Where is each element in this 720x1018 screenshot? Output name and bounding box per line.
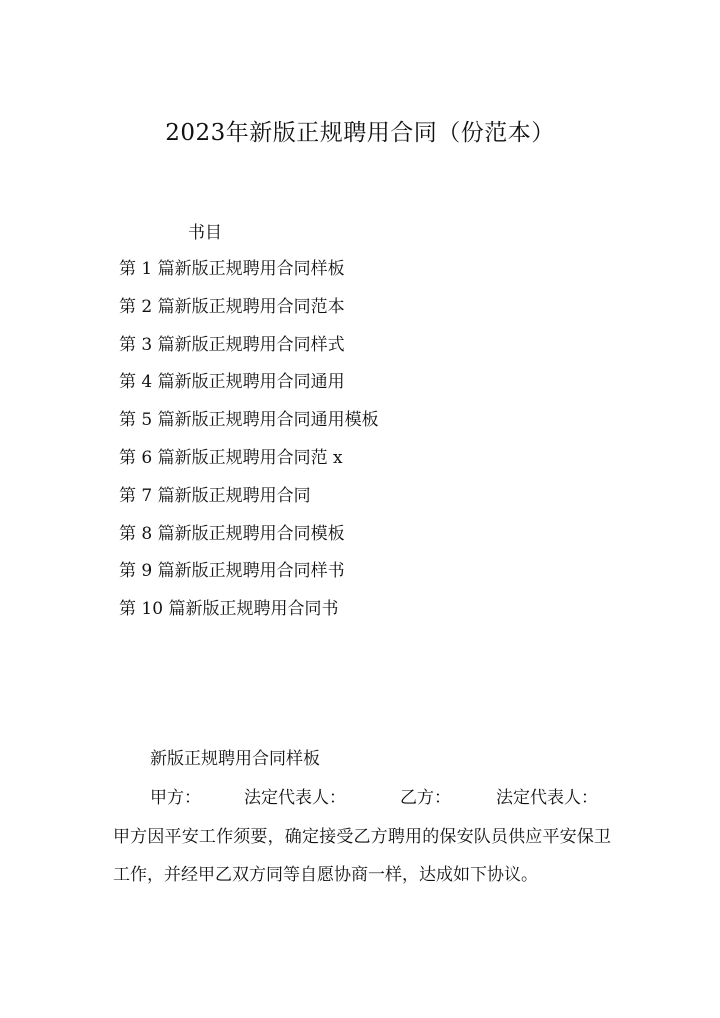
toc-item: 第 2 篇新版正规聘用合同范本 bbox=[119, 296, 345, 317]
toc-item: 第 1 篇新版正规聘用合同样板 bbox=[119, 259, 345, 279]
party-a-label: 甲方： bbox=[150, 788, 201, 808]
toc-item: 第 7 篇新版正规聘用合同 bbox=[119, 485, 311, 506]
document-title: 2023年新版正规聘用合同（份范本） bbox=[165, 120, 555, 146]
section-title: 新版正规聘用合同样板 bbox=[150, 749, 320, 769]
toc-item: 第 6 篇新版正规聘用合同范 x bbox=[119, 447, 343, 468]
toc-item: 第 5 篇新版正规聘用合同通用模板 bbox=[119, 410, 379, 431]
party-a-representative-label: 法定代表人： bbox=[244, 788, 346, 808]
toc-item: 第 3 篇新版正规聘用合同样式 bbox=[119, 334, 345, 355]
toc-item: 第 9 篇新版正规聘用合同样书 bbox=[119, 561, 345, 582]
party-b-label: 乙方： bbox=[400, 788, 451, 808]
party-b-representative-label: 法定代表人： bbox=[496, 788, 598, 808]
toc-item: 第 10 篇新版正规聘用合同书 bbox=[119, 599, 339, 620]
parties-line bbox=[150, 783, 610, 809]
toc-item: 第 8 篇新版正规聘用合同模板 bbox=[119, 523, 345, 544]
toc-item: 第 4 篇新版正规聘用合同通用 bbox=[119, 372, 345, 393]
toc-heading: 书目 bbox=[188, 223, 222, 243]
table-of-contents bbox=[119, 256, 379, 634]
agreement-paragraph: 甲方因平安工作须要，确定接受乙方聘用的保安队员供应平安保卫工作，并经甲乙双方同等自愿协商一样，达成如下协议。 bbox=[113, 827, 611, 885]
